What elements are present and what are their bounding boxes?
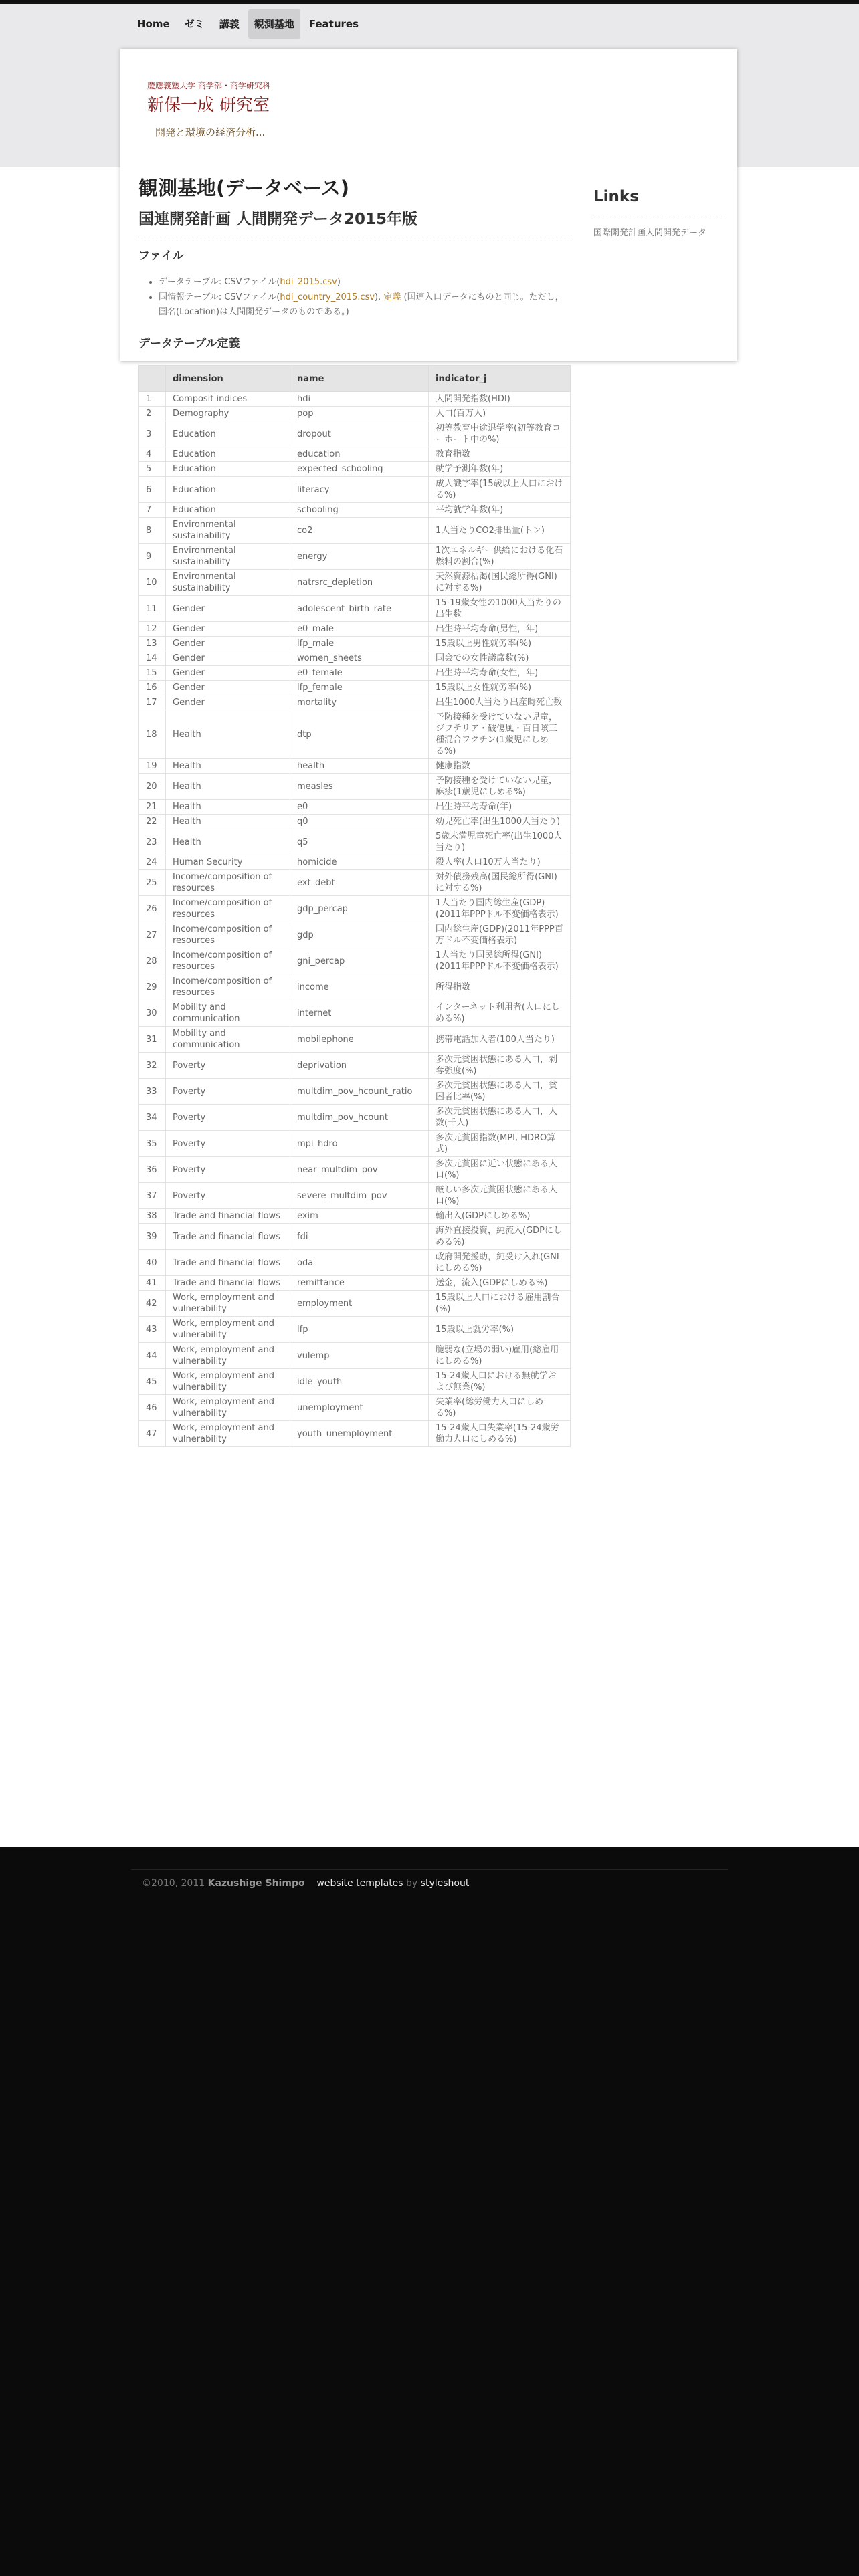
cell-index: 31 [139,1027,166,1053]
cell-name: ext_debt [290,870,429,896]
cell-index: 43 [139,1317,166,1343]
cell-index: 6 [139,477,166,503]
cell-name: measles [290,774,429,800]
cell-index: 21 [139,800,166,815]
cell-indicator: 国内総生産(GDP)(2011年PPP百万ドル不変価格表示) [429,922,571,948]
cell-indicator: 成人識字率(15歳以上人口における%) [429,477,571,503]
table-row [139,1131,571,1157]
hdi-csv-link[interactable]: hdi_2015.csv [280,277,337,287]
table-row [139,407,571,421]
cell-dimension: Poverty [166,1079,290,1105]
cell-index: 8 [139,518,166,544]
cell-name: homicide [290,855,429,870]
cell-index: 2 [139,407,166,421]
cell-name: gni_percap [290,948,429,974]
cell-index: 29 [139,974,166,1000]
cell-index: 39 [139,1224,166,1250]
cell-dimension: Trade and financial flows [166,1250,290,1276]
cell-name: mobilephone [290,1027,429,1053]
cell-dimension: Education [166,477,290,503]
cell-index: 9 [139,544,166,570]
file-item-country-table: • 国情報テーブル: CSVファイル(hdi_country_2015.csv). 定義 (国連入口データにものと同じ。ただし，国名(Location)は人間開発データのものである。) [159,290,570,320]
cell-index: 10 [139,570,166,596]
cell-indicator: 就学予測年数(年) [429,462,571,477]
table-row [139,896,571,922]
cell-index: 11 [139,596,166,622]
cell-indicator: 政府開発援助，純受け入れ(GNIにしめる%) [429,1250,571,1276]
cell-name: q5 [290,829,429,855]
cell-name: dropout [290,421,429,447]
cell-index: 23 [139,829,166,855]
table-row [139,1317,571,1343]
table-row [139,1291,571,1317]
cell-dimension: Work, employment and vulnerability [166,1343,290,1369]
cell-index: 36 [139,1157,166,1183]
cell-name: natrsrc_depletion [290,570,429,596]
table-row [139,637,571,651]
section-title: 国連開発計画 人間開発データ2015年版 [138,206,570,237]
cell-name: q0 [290,815,429,829]
table-row [139,974,571,1000]
cell-indicator: 出生時平均寿命(年) [429,800,571,815]
cell-name: e0_female [290,666,429,681]
table-row [139,1421,571,1447]
cell-name: energy [290,544,429,570]
cell-dimension: Poverty [166,1183,290,1209]
cell-name: gdp [290,922,429,948]
cell-index: 41 [139,1276,166,1291]
footer [142,1878,469,1889]
column-header-index [139,366,166,392]
cell-index: 12 [139,622,166,637]
cell-name: schooling [290,503,429,518]
cell-indicator: 5歳未満児童死亡率(出生1000人当たり) [429,829,571,855]
cell-dimension: Environmental sustainability [166,570,290,596]
main-content [138,174,570,1447]
table-row [139,774,571,800]
cell-dimension: Environmental sustainability [166,518,290,544]
footer-copyright: ©2010, 2011 [142,1878,208,1889]
sidebar [593,185,727,238]
footer-by: by [403,1878,421,1889]
cell-name: mortality [290,695,429,710]
table-row [139,922,571,948]
cell-name: internet [290,1000,429,1027]
cell-indicator: 人間開発指数(HDI) [429,392,571,407]
table-row [139,681,571,695]
cell-dimension: Education [166,462,290,477]
table-row [139,1105,571,1131]
footer-author: Kazushige Shimpo [207,1878,305,1889]
cell-index: 27 [139,922,166,948]
cell-dimension: Trade and financial flows [166,1276,290,1291]
cell-indicator: 殺人率(人口10万人当たり) [429,855,571,870]
file-list [138,275,570,320]
files-heading: ファイル [138,249,184,263]
cell-name: income [290,974,429,1000]
cell-index: 34 [139,1105,166,1131]
table-row [139,1027,571,1053]
table-row [139,695,571,710]
cell-name: e0_male [290,622,429,637]
cell-name: mpi_hdro [290,1131,429,1157]
cell-name: dtp [290,710,429,759]
table-row [139,1079,571,1105]
site-title[interactable]: 新保一成 研究室 [147,95,270,114]
cell-dimension: Trade and financial flows [166,1209,290,1224]
column-header-indicator: indicator_j [429,366,571,392]
table-row [139,518,571,544]
cell-index: 26 [139,896,166,922]
cell-indicator: インターネット利用者(人口にしめる%) [429,1000,571,1027]
table-row [139,421,571,447]
cell-name: pop [290,407,429,421]
cell-dimension: Health [166,800,290,815]
cell-name: lfp_male [290,637,429,651]
table-row [139,710,571,759]
cell-dimension: Health [166,774,290,800]
cell-dimension: Income/composition of resources [166,948,290,974]
cell-index: 24 [139,855,166,870]
cell-index: 44 [139,1343,166,1369]
cell-name: multdim_pov_hcount [290,1105,429,1131]
cell-indicator: 携帯電話加入者(100人当たり) [429,1027,571,1053]
cell-indicator: 国会での女性議席数(%) [429,651,571,666]
cell-indicator: 天然資源枯渇(国民総所得(GNI)に対する%) [429,570,571,596]
cell-name: co2 [290,518,429,544]
cell-index: 33 [139,1079,166,1105]
cell-index: 25 [139,870,166,896]
cell-dimension: Health [166,759,290,774]
cell-dimension: Composit indices [166,392,290,407]
cell-dimension: Health [166,815,290,829]
cell-dimension: Income/composition of resources [166,922,290,948]
cell-index: 42 [139,1291,166,1317]
cell-name: employment [290,1291,429,1317]
cell-indicator: 15歳以上就労率(%) [429,1317,571,1343]
footer-templates-link[interactable]: website templates [316,1878,403,1889]
cell-name: fdi [290,1224,429,1250]
cell-index: 46 [139,1395,166,1421]
table-heading: データテーブル定義 [138,337,240,350]
cell-dimension: Mobility and communication [166,1027,290,1053]
table-row [139,948,571,974]
nav-home[interactable]: Home [137,18,170,30]
table-row [139,622,571,637]
cell-indicator: 予防接種を受けていない児童，ジフテリア・破傷風・百日咳三種混合ワクチン(1歳児にしめる%) [429,710,571,759]
cell-index: 22 [139,815,166,829]
cell-index: 13 [139,637,166,651]
cell-dimension: Poverty [166,1105,290,1131]
cell-name: literacy [290,477,429,503]
cell-dimension: Work, employment and vulnerability [166,1395,290,1421]
cell-name: exim [290,1209,429,1224]
cell-dimension: Health [166,710,290,759]
cell-index: 17 [139,695,166,710]
cell-index: 20 [139,774,166,800]
cell-name: women_sheets [290,651,429,666]
cell-indicator: 多次元貧困状態にある人口，剥奪強度(%) [429,1053,571,1079]
cell-indicator: 海外直接投資，純流入(GDPにしめる%) [429,1224,571,1250]
cell-dimension: Poverty [166,1131,290,1157]
cell-indicator: 1人当たり国内総生産(GDP)(2011年PPPドル不変価格表示) [429,896,571,922]
cell-indicator: 脆弱な(立場の弱い)雇用(総雇用にしめる%) [429,1343,571,1369]
cell-name: vulemp [290,1343,429,1369]
nav-features[interactable]: Features [308,18,359,30]
page-title: 観測基地(データベース) [138,177,350,199]
cell-indicator: 輸出入(GDPにしめる%) [429,1209,571,1224]
nav-lectures[interactable]: 講義 [219,18,240,30]
cell-index: 40 [139,1250,166,1276]
cell-name: unemployment [290,1395,429,1421]
cell-name: adolescent_birth_rate [290,596,429,622]
cell-name: gdp_percap [290,896,429,922]
cell-index: 15 [139,666,166,681]
cell-dimension: Income/composition of resources [166,974,290,1000]
cell-index: 45 [139,1369,166,1395]
cell-indicator: 送金，流入(GDPにしめる%) [429,1276,571,1291]
cell-index: 16 [139,681,166,695]
cell-dimension: Income/composition of resources [166,896,290,922]
cell-indicator: 1人当たりCO2排出量(トン) [429,518,571,544]
cell-index: 1 [139,392,166,407]
cell-indicator: 教育指数 [429,447,571,462]
cell-indicator: 15歳以上男性就労率(%) [429,637,571,651]
main-nav [131,9,367,39]
cell-index: 37 [139,1183,166,1209]
cell-indicator: 出生時平均寿命(女性，年) [429,666,571,681]
table-row [139,447,571,462]
cell-index: 32 [139,1053,166,1079]
cell-indicator: 人口(百万人) [429,407,571,421]
cell-dimension: Education [166,503,290,518]
cell-indicator: 15-24歳人口における無就学および無業(%) [429,1369,571,1395]
cell-indicator: 出生1000人当たり出産時死亡数 [429,695,571,710]
cell-name: oda [290,1250,429,1276]
cell-indicator: 初等教育中途退学率(初等教育コーホート中の%) [429,421,571,447]
links-title: Links [593,188,639,205]
table-row [139,1369,571,1395]
cell-index: 30 [139,1000,166,1027]
table-row [139,1250,571,1276]
table-row [139,392,571,407]
column-header-name: name [290,366,429,392]
cell-index: 3 [139,421,166,447]
cell-name: severe_multdim_pov [290,1183,429,1209]
file-item-data-table: • データテーブル: CSVファイル(hdi_2015.csv) [159,275,570,290]
table-row [139,1183,571,1209]
cell-dimension: Mobility and communication [166,1000,290,1027]
cell-name: expected_schooling [290,462,429,477]
cell-dimension: Work, employment and vulnerability [166,1369,290,1395]
cell-dimension: Health [166,829,290,855]
cell-indicator: 所得指数 [429,974,571,1000]
cell-name: e0 [290,800,429,815]
site-subtitle: 開発と環境の経済分析... [155,126,266,138]
cell-dimension: Gender [166,637,290,651]
table-row [139,1209,571,1224]
table-row [139,477,571,503]
table-row [139,1395,571,1421]
cell-name: idle_youth [290,1369,429,1395]
cell-dimension: Poverty [166,1157,290,1183]
footer-divider [131,1869,728,1870]
cell-name: youth_unemployment [290,1421,429,1447]
cell-indicator: 15歳以上女性就労率(%) [429,681,571,695]
cell-index: 14 [139,651,166,666]
table-row [139,870,571,896]
table-row [139,462,571,477]
cell-dimension: Education [166,447,290,462]
cell-dimension: Gender [166,666,290,681]
cell-indicator: 15-19歳女性の1000人当たりの出生数 [429,596,571,622]
cell-index: 35 [139,1131,166,1157]
cell-indicator: 多次元貧困状態にある人口，人数(千人) [429,1105,571,1131]
cell-dimension: Work, employment and vulnerability [166,1291,290,1317]
cell-indicator: 出生時平均寿命(男性，年) [429,622,571,637]
cell-indicator: 予防接種を受けていない児童，麻疹(1歳児にしめる%) [429,774,571,800]
table-row [139,1224,571,1250]
table-row [139,503,571,518]
cell-indicator: 失業率(総労働力人口にしめる%) [429,1395,571,1421]
university-name: 慶應義塾大学 商学部・商学研究科 [147,81,270,90]
cell-indicator: 1人当たり国民総所得(GNI)(2011年PPPドル不変価格表示) [429,948,571,974]
cell-indicator: 多次元貧困状態にある人口，貧困者比率(%) [429,1079,571,1105]
cell-dimension: Gender [166,651,290,666]
definition-table [138,365,571,1447]
table-row [139,596,571,622]
cell-dimension: Demography [166,407,290,421]
cell-dimension: Gender [166,695,290,710]
table-row [139,855,571,870]
cell-indicator: 1次エネルギー供給における化石燃料の割合(%) [429,544,571,570]
cell-dimension: Poverty [166,1053,290,1079]
cell-indicator: 多次元貧困指数(MPI, HDRO算式) [429,1131,571,1157]
table-row [139,759,571,774]
cell-index: 28 [139,948,166,974]
hdi-country-csv-link[interactable]: hdi_country_2015.csv [280,292,375,302]
cell-name: remittance [290,1276,429,1291]
table-body [139,392,571,1447]
cell-dimension: Human Security [166,855,290,870]
cell-name: near_multdim_pov [290,1157,429,1183]
cell-dimension: Gender [166,596,290,622]
cell-name: health [290,759,429,774]
sidebar-link-undp[interactable]: 国際開発計画人間開発データ [593,228,707,238]
cell-dimension: Environmental sustainability [166,544,290,570]
nav-seminar[interactable]: ゼミ [184,18,205,30]
cell-dimension: Income/composition of resources [166,870,290,896]
cell-index: 4 [139,447,166,462]
table-row [139,1343,571,1369]
cell-dimension: Trade and financial flows [166,1224,290,1250]
table-row [139,570,571,596]
column-header-dimension: dimension [166,366,290,392]
cell-name: hdi [290,392,429,407]
cell-dimension: Education [166,421,290,447]
cell-indicator: 15歳以上人口における雇用割合(%) [429,1291,571,1317]
cell-indicator: 幼児死亡率(出生1000人当たり) [429,815,571,829]
cell-dimension: Gender [166,622,290,637]
cell-name: lfp_female [290,681,429,695]
table-header-row [139,366,571,392]
table-row [139,1000,571,1027]
cell-name: education [290,447,429,462]
cell-indicator: 15-24歳人口失業率(15-24歳労働力人口にしめる%) [429,1421,571,1447]
table-row [139,544,571,570]
table-row [139,815,571,829]
table-row [139,1053,571,1079]
cell-name: lfp [290,1317,429,1343]
nav-database[interactable]: 観測基地 [248,9,300,39]
cell-dimension: Gender [166,681,290,695]
definition-link[interactable]: 定義 [383,292,401,302]
cell-index: 47 [139,1421,166,1447]
table-row [139,1276,571,1291]
cell-indicator: 対外債務残高(国民総所得(GNI)に対する%) [429,870,571,896]
footer-styleshout-link[interactable]: styleshout [420,1878,470,1889]
table-row [139,666,571,681]
cell-name: multdim_pov_hcount_ratio [290,1079,429,1105]
cell-indicator: 多次元貧困に近い状態にある人口(%) [429,1157,571,1183]
table-row [139,829,571,855]
cell-dimension: Work, employment and vulnerability [166,1317,290,1343]
cell-index: 18 [139,710,166,759]
table-row [139,800,571,815]
cell-indicator: 厳しい多次元貧困状態にある人口(%) [429,1183,571,1209]
cell-index: 38 [139,1209,166,1224]
cell-indicator: 健康指数 [429,759,571,774]
table-row [139,651,571,666]
table-row [139,1157,571,1183]
cell-index: 7 [139,503,166,518]
cell-name: deprivation [290,1053,429,1079]
cell-indicator: 平均就学年数(年) [429,503,571,518]
cell-index: 19 [139,759,166,774]
cell-index: 5 [139,462,166,477]
cell-dimension: Work, employment and vulnerability [166,1421,290,1447]
